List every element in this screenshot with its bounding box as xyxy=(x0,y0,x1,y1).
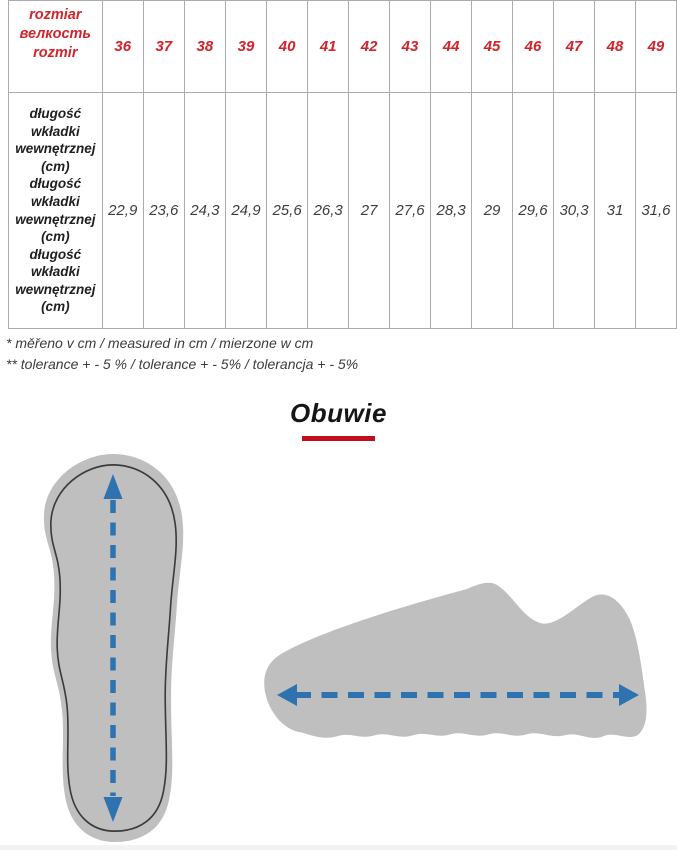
row-label-line: długość xyxy=(29,105,82,121)
insole-length-value-cell: 22,9 xyxy=(102,93,143,329)
insole-length-value-cell: 24,3 xyxy=(184,93,225,329)
row-label-line: (cm) xyxy=(41,299,70,315)
insole-length-value-cell: 31 xyxy=(595,93,636,329)
size-header-cell: 48 xyxy=(595,1,636,93)
row-label-line: wkładki xyxy=(30,123,80,139)
insole-length-value-cell: 25,6 xyxy=(267,93,308,329)
shoe-diagram xyxy=(261,578,655,754)
row-label-line: (cm) xyxy=(41,229,70,245)
insole-length-value-cell: 27 xyxy=(349,93,390,329)
insole-length-value-cell: 23,6 xyxy=(143,93,184,329)
next-section-edge xyxy=(0,845,677,850)
size-header-cell: 45 xyxy=(472,1,513,93)
size-header-cell: 43 xyxy=(389,1,430,93)
size-header-cell: 39 xyxy=(225,1,266,93)
insole-length-value-cell: 26,3 xyxy=(308,93,349,329)
footnotes xyxy=(6,333,666,374)
row-label-line: wewnętrznej xyxy=(15,141,96,157)
row-label-cell xyxy=(9,93,103,329)
size-header-cell: 46 xyxy=(512,1,553,93)
size-header-cell: 41 xyxy=(308,1,349,93)
insole-length-value-cell: 31,6 xyxy=(635,93,676,329)
size-header-cell: 38 xyxy=(184,1,225,93)
shoe-silhouette xyxy=(264,583,646,738)
size-header-cell: 37 xyxy=(143,1,184,93)
size-table xyxy=(8,0,677,329)
size-label-line: rozmiar xyxy=(29,7,82,23)
row-label-line: wewnętrznej xyxy=(15,211,96,227)
row-label-line: (cm) xyxy=(41,158,70,174)
section-title: Obuwie xyxy=(290,398,387,428)
size-table-wrapper xyxy=(8,0,677,329)
footnote: * měřeno v cm / measured in cm / mierzone w cm xyxy=(6,335,314,351)
heading-underline xyxy=(302,436,375,441)
insole-length-value-cell: 24,9 xyxy=(225,93,266,329)
insole-length-value-cell: 29,6 xyxy=(512,93,553,329)
footnote: ** tolerance + - 5 % / tolerance + - 5% / tolerancja + - 5% xyxy=(6,355,359,372)
row-label-line: długość xyxy=(29,176,82,192)
row-label-line: wkładki xyxy=(30,193,80,209)
row-label-line: długość xyxy=(29,246,82,262)
insole-length-value-cell: 28,3 xyxy=(431,93,472,329)
insole-length-value-cell: 30,3 xyxy=(554,93,595,329)
size-header-cell: 47 xyxy=(554,1,595,93)
size-label-line: rozmir xyxy=(33,45,78,61)
row-label-line: wkładki xyxy=(30,264,80,280)
size-header-cell: 42 xyxy=(349,1,390,93)
size-header-cell: 49 xyxy=(635,1,676,93)
size-header-row xyxy=(9,1,677,93)
size-header-cell: 40 xyxy=(267,1,308,93)
insole-diagram xyxy=(36,452,190,844)
insole-length-value-cell: 29 xyxy=(472,93,513,329)
size-label-line: велкость xyxy=(19,26,92,42)
row-label-line: wewnętrznej xyxy=(15,281,96,297)
size-header-cell: 44 xyxy=(431,1,472,93)
size-label-cell xyxy=(9,1,103,93)
insole-length-row xyxy=(9,93,677,329)
size-header-cell: 36 xyxy=(102,1,143,93)
insole-length-value-cell: 27,6 xyxy=(389,93,430,329)
